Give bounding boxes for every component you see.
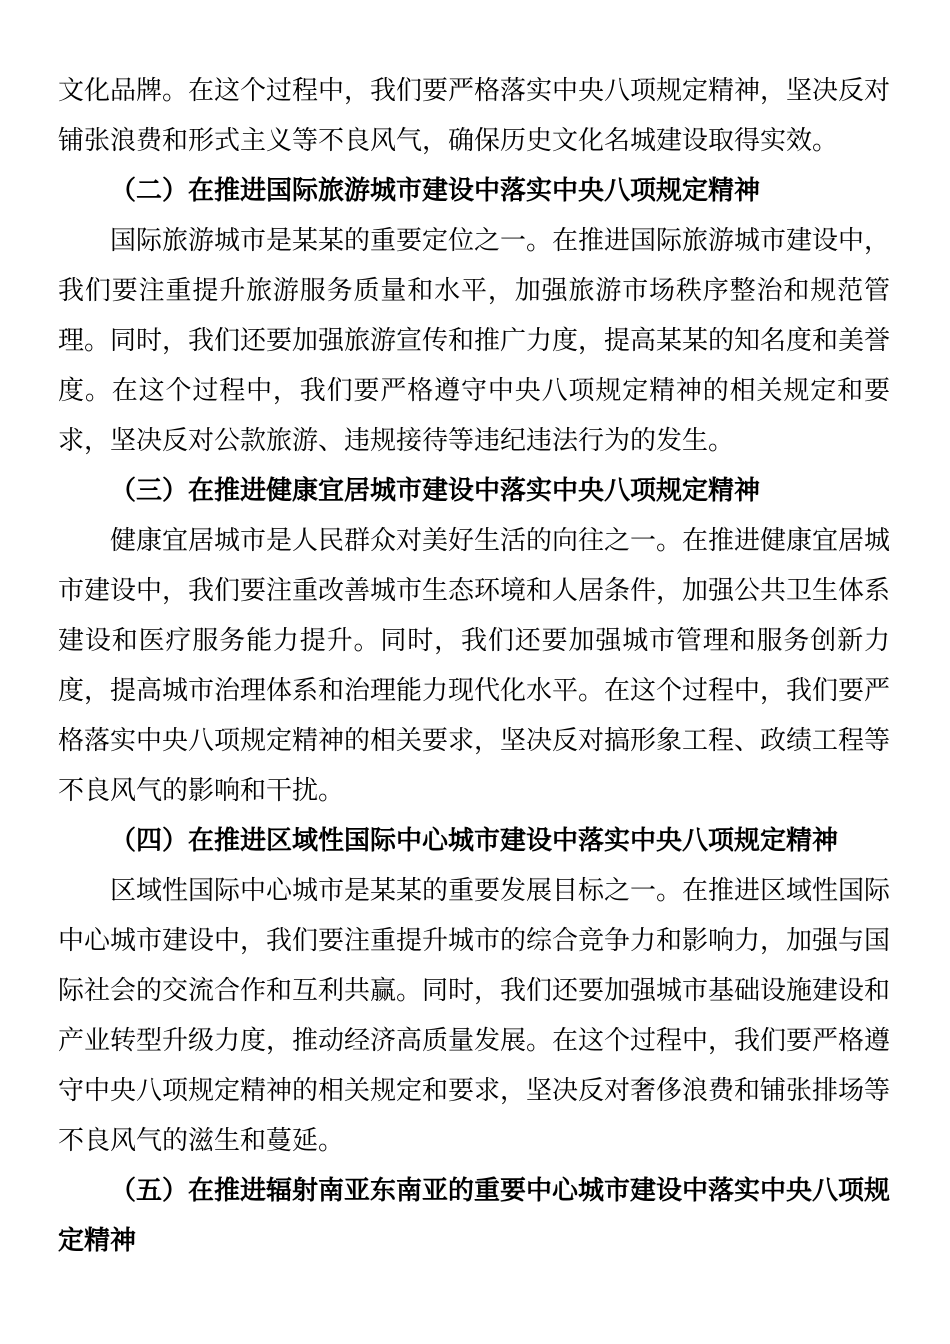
body-paragraph: 健康宜居城市是人民群众对美好生活的向往之一。在推进健康宜居城市建设中，我们要注重改善城市生态环境和人居条件，加强公共卫生体系建设和医疗服务能力提升。同时，我们还要加强城市管理和服务创新力度，提高城市治理体系和治理能力现代化水平。在这个过程中，我们要严格落实中央八项规定精神的相关要求，坚决反对搞形象工程、政绩工程等不良风气的影响和干扰。 <box>58 525 891 805</box>
body-paragraph: 区域性国际中心城市是某某的重要发展目标之一。在推进区域性国际中心城市建设中，我们要注重提升城市的综合竞争力和影响力，加强与国际社会的交流合作和互利共赢。同时，我们还要加强城市基础设施建设和产业转型升级力度，推动经济高质量发展。在这个过程中，我们要严格遵守中央八项规定精神的相关规定和要求，坚决反对奢侈浪费和铺张排场等不良风气的滋生和蔓延。 <box>58 875 891 1155</box>
body-paragraph: 文化品牌。在这个过程中，我们要严格落实中央八项规定精神，坚决反对铺张浪费和形式主义等不良风气，确保历史文化名城建设取得实效。 <box>58 75 891 155</box>
document-content <box>58 65 890 1265</box>
body-paragraph: 国际旅游城市是某某的重要定位之一。在推进国际旅游城市建设中，我们要注重提升旅游服务质量和水平，加强旅游市场秩序整治和规范管理。同时，我们还要加强旅游宣传和推广力度，提高某某的知名度和美誉度。在这个过程中，我们要严格遵守中央八项规定精神的相关规定和要求，坚决反对公款旅游、违规接待等违纪违法行为的发生。 <box>58 225 891 455</box>
section-heading: （三）在推进健康宜居城市建设中落实中央八项规定精神 <box>110 475 761 505</box>
section-heading: （四）在推进区域性国际中心城市建设中落实中央八项规定精神 <box>110 825 839 855</box>
section-heading: （五）在推进辐射南亚东南亚的重要中心城市建设中落实中央八项规定精神 <box>58 1175 891 1255</box>
section-heading: （二）在推进国际旅游城市建设中落实中央八项规定精神 <box>110 175 761 205</box>
